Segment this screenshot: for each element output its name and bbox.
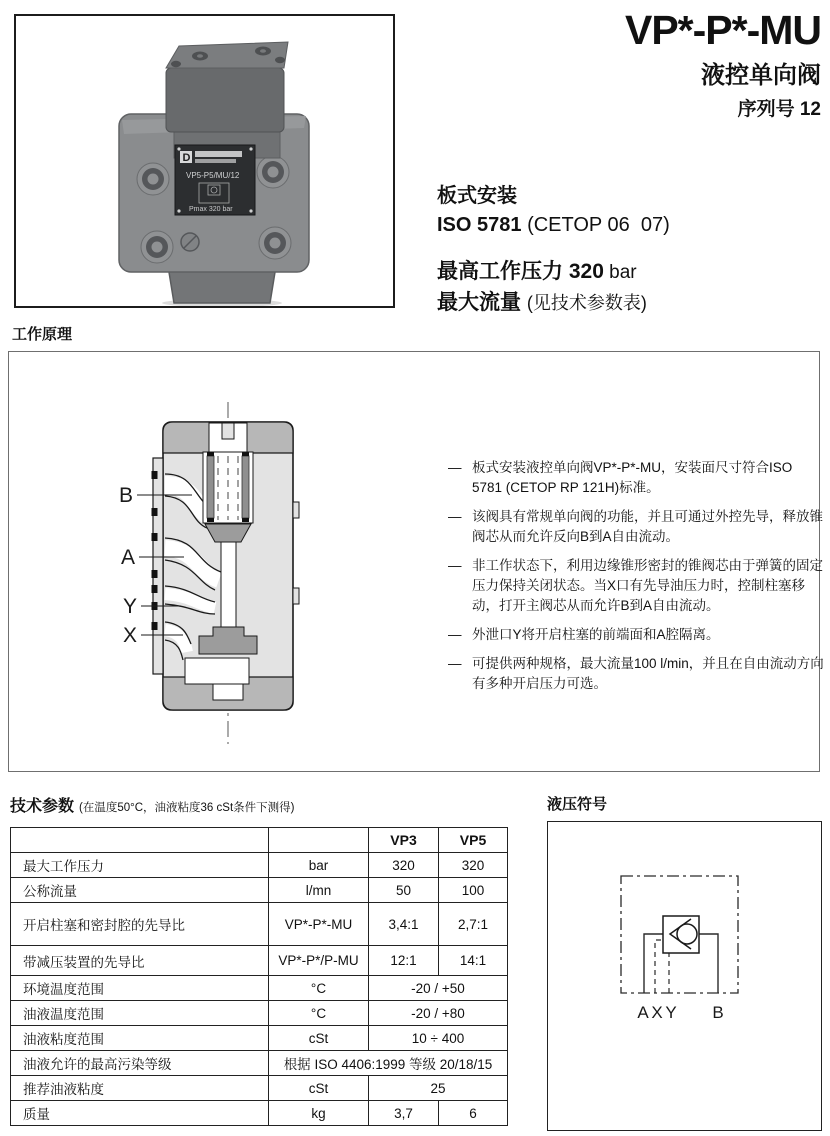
pilot-line-X [655,940,663,993]
stem [221,542,236,627]
tech-cell: cSt [269,1076,369,1101]
tech-cell [11,828,269,853]
bullet-text: 非工作状态下，利用边缘锥形密封的锥阀芯由于弹簧的固定压力保持关闭状态。当X口有先导油压力时，控制柱塞移动，打开主阀芯从而允许B到A自由流动。 [472,558,823,613]
logo-letter: D [182,152,191,164]
port-labels [119,484,137,647]
side-plug-2 [293,588,299,604]
symbol-label-X: X [651,1003,663,1022]
principle-bullet [448,556,824,616]
tech-cell: °C [269,1001,369,1026]
tech-table-body [11,828,508,1126]
tech-cell: VP*-P*-MU [269,903,369,946]
tech-cell: 3,7 [369,1101,439,1126]
bullet-marker: — [448,656,462,671]
tech-cell: 推荐油液粘度 [11,1076,269,1101]
tech-cell: 10 ÷ 400 [369,1026,508,1051]
series-number: 序列号 12 [737,99,821,121]
mounting-type: 板式安装 [437,185,517,207]
tech-cell: 油液粘度范围 [11,1026,269,1051]
max-flow-label: 最大流量 [437,291,527,314]
tech-row [11,1026,508,1051]
working-principle-title: 工作原理 [12,326,73,343]
tech-cell: 环境温度范围 [11,976,269,1001]
tech-cell: 25 [369,1076,508,1101]
symbol-title: 液压符号 [547,796,608,813]
standard-code: ISO 5781 [437,214,522,236]
hydraulic-symbol [548,822,821,1130]
working-principle-panel [8,351,824,772]
title-block [625,8,821,121]
bullet-marker: — [448,509,462,524]
tech-data-table [10,827,508,1126]
tech-cell: 3,4:1 [369,903,439,946]
tech-row [11,946,508,976]
bullet-marker: — [448,558,462,573]
port-label-A: A [120,546,135,569]
symbol-label-Y: Y [665,1003,677,1022]
tech-cell: 2,7:1 [439,903,508,946]
principle-bullet [448,458,824,498]
standard-suffix: (CETOP 06 07) [521,214,670,236]
cap-front [166,68,284,132]
symbol-panel [547,821,822,1131]
product-photo [14,14,395,308]
mounting-standard [437,211,670,240]
tech-cell: 带减压装置的先导比 [11,946,269,976]
bullet-text: 外泄口Y将开启柱塞的前端面和A腔隔离。 [472,627,720,642]
tech-cell: 14:1 [439,946,508,976]
plate-model: VP5-P5/MU/12 [186,171,240,180]
tech-cell: 320 [369,853,439,878]
tech-cell: 油液温度范围 [11,1001,269,1026]
tech-row [11,903,508,946]
valve-photo-illustration [16,16,393,306]
tech-cell [269,828,369,853]
tech-cell: -20 / +50 [369,976,508,1001]
tech-row [11,976,508,1001]
pilot-chamber [185,658,249,684]
line-A [644,934,663,993]
page-title: VP*-P*-MU [624,7,821,53]
tech-row [11,853,508,878]
page-subtitle: 液控单向阀 [701,62,821,90]
plate-pressure: Pmax 320 bar [189,206,233,213]
bullet-list [448,458,824,703]
tech-cell: l/mn [269,878,369,903]
port-label-X: X [122,624,137,647]
tech-cell: kg [269,1101,369,1126]
tech-cell: bar [269,853,369,878]
tech-cell: VP*-P*/P-MU [269,946,369,976]
principle-bullet [448,507,824,547]
tech-cell: 最大工作压力 [11,853,269,878]
name-plate [175,145,255,215]
max-pressure-value: 320 [568,260,604,283]
symbol-port-labels [637,1003,723,1022]
max-flow-line [437,288,670,318]
tech-cell: 质量 [11,1101,269,1126]
bullet-marker: — [448,460,462,475]
max-pressure-line [437,257,670,288]
tech-cell: 320 [439,853,508,878]
tech-cell: 开启柱塞和密封腔的先导比 [11,903,269,946]
tech-cell: °C [269,976,369,1001]
tech-cell: 100 [439,878,508,903]
cap-top [166,42,288,68]
symbol-label-B: B [712,1003,724,1022]
tech-title-note: (在温度50°C，油液粘度36 cSt条件下测得) [79,802,295,814]
intro-specs [437,182,670,318]
principle-bullet [448,654,824,694]
bullet-text: 板式安装液控单向阀VP*-P*-MU，安装面尺寸符合ISO 5781 (CETOP RP 121H)标准。 [472,460,793,495]
tech-cell: VP5 [439,828,508,853]
principle-bullet [448,625,824,645]
side-plug-1 [293,502,299,518]
symbol-label-A: A [637,1003,649,1022]
tech-data-title [10,793,294,816]
tech-cell: VP3 [369,828,439,853]
tech-row [11,1076,508,1101]
tech-cell: 50 [369,878,439,903]
tech-header-row [11,828,508,853]
max-pressure-unit: bar [603,262,637,283]
check-valve-box [663,916,699,953]
bullet-marker: — [448,627,462,642]
tech-cell: cSt [269,1026,369,1051]
max-flow-note: (见技术参数表) [526,293,647,313]
tech-row [11,1101,508,1126]
tech-cell: 公称流量 [11,878,269,903]
tech-cell: -20 / +80 [369,1001,508,1026]
tech-cell: 12:1 [369,946,439,976]
tech-row [11,878,508,903]
bullet-text: 该阀具有常规单向阀的功能，并且可通过外控先导，释放锥阀芯从而允许反向B到A自由流动。 [472,509,823,544]
bullet-text: 可提供两种规格，最大流量100 l/min，并且在自由流动方向有多种开启压力可选。 [472,656,824,691]
max-pressure-label: 最高工作压力 [437,260,569,283]
tech-title-text: 技术参数 [10,798,75,815]
port-label-B: B [118,484,133,507]
port-label-Y: Y [122,595,137,618]
line-B [698,934,718,993]
tech-cell: 根据 ISO 4406:1999 等级 20/18/15 [269,1051,508,1076]
mounting-face [153,458,163,674]
tech-row [11,1001,508,1026]
tech-cell: 6 [439,1101,508,1126]
tech-row [11,1051,508,1076]
tech-cell: 油液允许的最高污染等级 [11,1051,269,1076]
